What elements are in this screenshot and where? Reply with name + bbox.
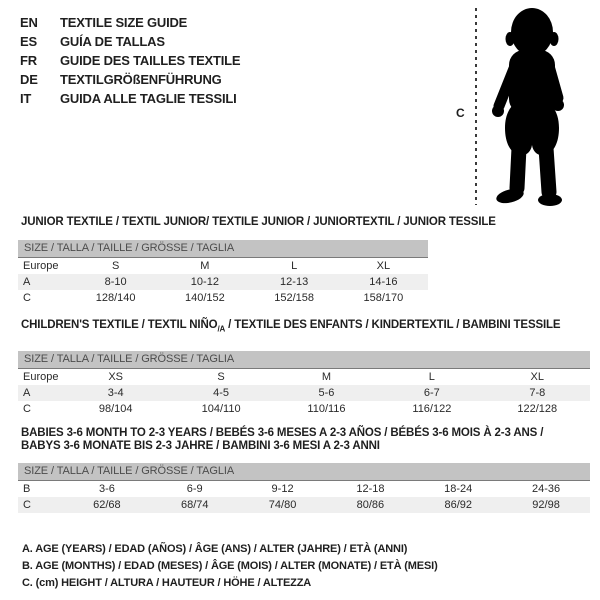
table-cell: 3-4 bbox=[107, 387, 124, 400]
table-cell: 62/68 bbox=[93, 499, 121, 511]
language-code: DE bbox=[20, 72, 38, 87]
table-cell: 12-18 bbox=[356, 483, 385, 495]
table-cell: 92/98 bbox=[532, 499, 560, 511]
table-cell: 140/152 bbox=[184, 292, 225, 304]
table-row bbox=[18, 481, 590, 498]
babies-textile-section bbox=[18, 427, 590, 513]
language-title: GUÍA DE TALLAS bbox=[60, 34, 165, 49]
baby-silhouette-icon bbox=[468, 4, 600, 214]
table-cell: 74/80 bbox=[268, 499, 297, 511]
table-cell: 9-12 bbox=[271, 483, 294, 495]
row-label: C bbox=[23, 403, 31, 416]
table-cell: 7-8 bbox=[529, 387, 546, 400]
language-code: IT bbox=[20, 91, 32, 106]
table-cell: L bbox=[291, 260, 298, 272]
table-cell: 116/122 bbox=[412, 403, 452, 416]
language-row bbox=[20, 32, 240, 51]
table-row bbox=[18, 258, 428, 275]
language-code: ES bbox=[20, 34, 37, 49]
table-cell: 8-10 bbox=[104, 276, 127, 288]
language-title: TEXTILE SIZE GUIDE bbox=[60, 15, 188, 30]
row-label: C bbox=[23, 499, 31, 511]
table-cell: 5-6 bbox=[318, 387, 335, 400]
size-header-cell: SIZE / TALLA / TAILLE / GRÖSSE / TAGLIA bbox=[18, 351, 590, 369]
language-row bbox=[20, 13, 240, 32]
table-cell: 14-16 bbox=[369, 276, 398, 288]
legend-notes bbox=[22, 541, 438, 592]
table-cell: 12-13 bbox=[280, 276, 309, 288]
row-label: Europe bbox=[23, 371, 59, 384]
babies-size-table bbox=[18, 463, 590, 513]
junior-textile-section bbox=[18, 216, 496, 306]
row-label: Europe bbox=[23, 260, 59, 272]
table-row bbox=[18, 385, 590, 401]
table-cell: M bbox=[200, 260, 210, 272]
table-cell: 86/92 bbox=[444, 499, 472, 511]
table-row bbox=[18, 497, 590, 513]
section-title-line1: BABIES 3-6 MONTH TO 2-3 YEARS / BEBÉS 3-6 MESES A 2-3 AÑOS / BÉBÉS 3-6 MOIS À 2-3 ANS / bbox=[21, 427, 544, 439]
table-cell: 68/74 bbox=[180, 499, 209, 511]
table-cell: XS bbox=[108, 371, 124, 384]
language-title-list bbox=[20, 13, 240, 108]
language-title: GUIDA ALLE TAGLIE TESSILI bbox=[60, 91, 237, 106]
row-label: A bbox=[23, 276, 31, 288]
note-line: B. AGE (MONTHS) / EDAD (MESES) / ÂGE (MOIS) / ALTER (MONATE) / ETÀ (MESI) bbox=[22, 560, 438, 572]
section-title-text: / TEXTILE DES ENFANTS / KINDERTEXTIL / BAMBINI TESSILE bbox=[225, 319, 561, 331]
table-cell: 18-24 bbox=[444, 483, 473, 495]
language-code: EN bbox=[20, 15, 38, 30]
junior-size-table bbox=[18, 240, 428, 306]
row-label: B bbox=[23, 483, 31, 495]
language-row bbox=[20, 51, 240, 70]
section-title bbox=[21, 427, 590, 453]
table-cell: 104/110 bbox=[201, 403, 241, 416]
table-row bbox=[18, 369, 590, 386]
section-title bbox=[21, 319, 590, 335]
table-cell: S bbox=[111, 260, 120, 272]
table-cell: 128/140 bbox=[95, 292, 136, 304]
table-row bbox=[18, 290, 428, 306]
language-code: FR bbox=[20, 53, 37, 68]
section-title-line2: BABYS 3-6 MONATE BIS 2-3 JAHRE / BAMBINI 3-6 MESI A 2-3 ANNI bbox=[21, 440, 380, 452]
table-cell: 122/128 bbox=[517, 403, 558, 416]
table-row bbox=[18, 274, 428, 290]
table-cell: XL bbox=[376, 260, 391, 272]
section-title: JUNIOR TEXTILE / TEXTIL JUNIOR/ TEXTILE JUNIOR / JUNIORTEXTIL / JUNIOR TESSILE bbox=[21, 216, 496, 228]
size-header-cell: SIZE / TALLA / TAILLE / GRÖSSE / TAGLIA bbox=[18, 240, 428, 258]
table-cell: M bbox=[321, 371, 332, 384]
table-cell: XL bbox=[530, 371, 545, 384]
language-row bbox=[20, 70, 240, 89]
section-title-text: CHILDREN'S TEXTILE / TEXTIL NIÑO bbox=[21, 319, 218, 331]
note-line: A. AGE (YEARS) / EDAD (AÑOS) / ÂGE (ANS) / ALTER (JAHRE) / ETÀ (ANNI) bbox=[22, 543, 408, 555]
table-cell: 152/158 bbox=[274, 292, 314, 304]
table-row bbox=[18, 401, 590, 417]
note-line: C. (cm) HEIGHT / ALTURA / HAUTEUR / HÖHE / ALTEZZA bbox=[22, 577, 312, 589]
table-cell: 24-36 bbox=[532, 483, 561, 495]
language-title: TEXTILGRÖßENFÜHRUNG bbox=[60, 72, 222, 87]
baby-silhouette bbox=[492, 8, 564, 206]
table-cell: 4-5 bbox=[213, 387, 230, 400]
table-cell: 10-12 bbox=[190, 276, 219, 288]
table-cell: 158/170 bbox=[363, 292, 404, 304]
language-title: GUIDE DES TAILLES TEXTILE bbox=[60, 53, 241, 68]
size-header-cell: SIZE / TALLA / TAILLE / GRÖSSE / TAGLIA bbox=[18, 463, 590, 481]
language-row bbox=[20, 89, 240, 108]
table-cell: 80/86 bbox=[356, 499, 385, 511]
size-header-row bbox=[18, 463, 590, 481]
table-cell: 98/104 bbox=[98, 403, 133, 416]
section-title-subscript: /A bbox=[217, 324, 226, 334]
height-measure-label: C bbox=[456, 106, 465, 120]
table-cell: 110/116 bbox=[307, 403, 346, 416]
table-cell: 6-7 bbox=[423, 387, 440, 400]
size-header-row bbox=[18, 351, 590, 369]
childrens-textile-section bbox=[18, 319, 590, 417]
size-header-row bbox=[18, 240, 428, 258]
table-cell: 3-6 bbox=[98, 483, 115, 495]
table-cell: S bbox=[217, 371, 225, 384]
table-cell: L bbox=[428, 371, 435, 384]
row-label: C bbox=[23, 292, 31, 304]
row-label: A bbox=[23, 387, 31, 400]
baby-height-figure bbox=[448, 4, 600, 214]
table-cell: 6-9 bbox=[186, 483, 203, 495]
childrens-size-table bbox=[18, 351, 590, 417]
